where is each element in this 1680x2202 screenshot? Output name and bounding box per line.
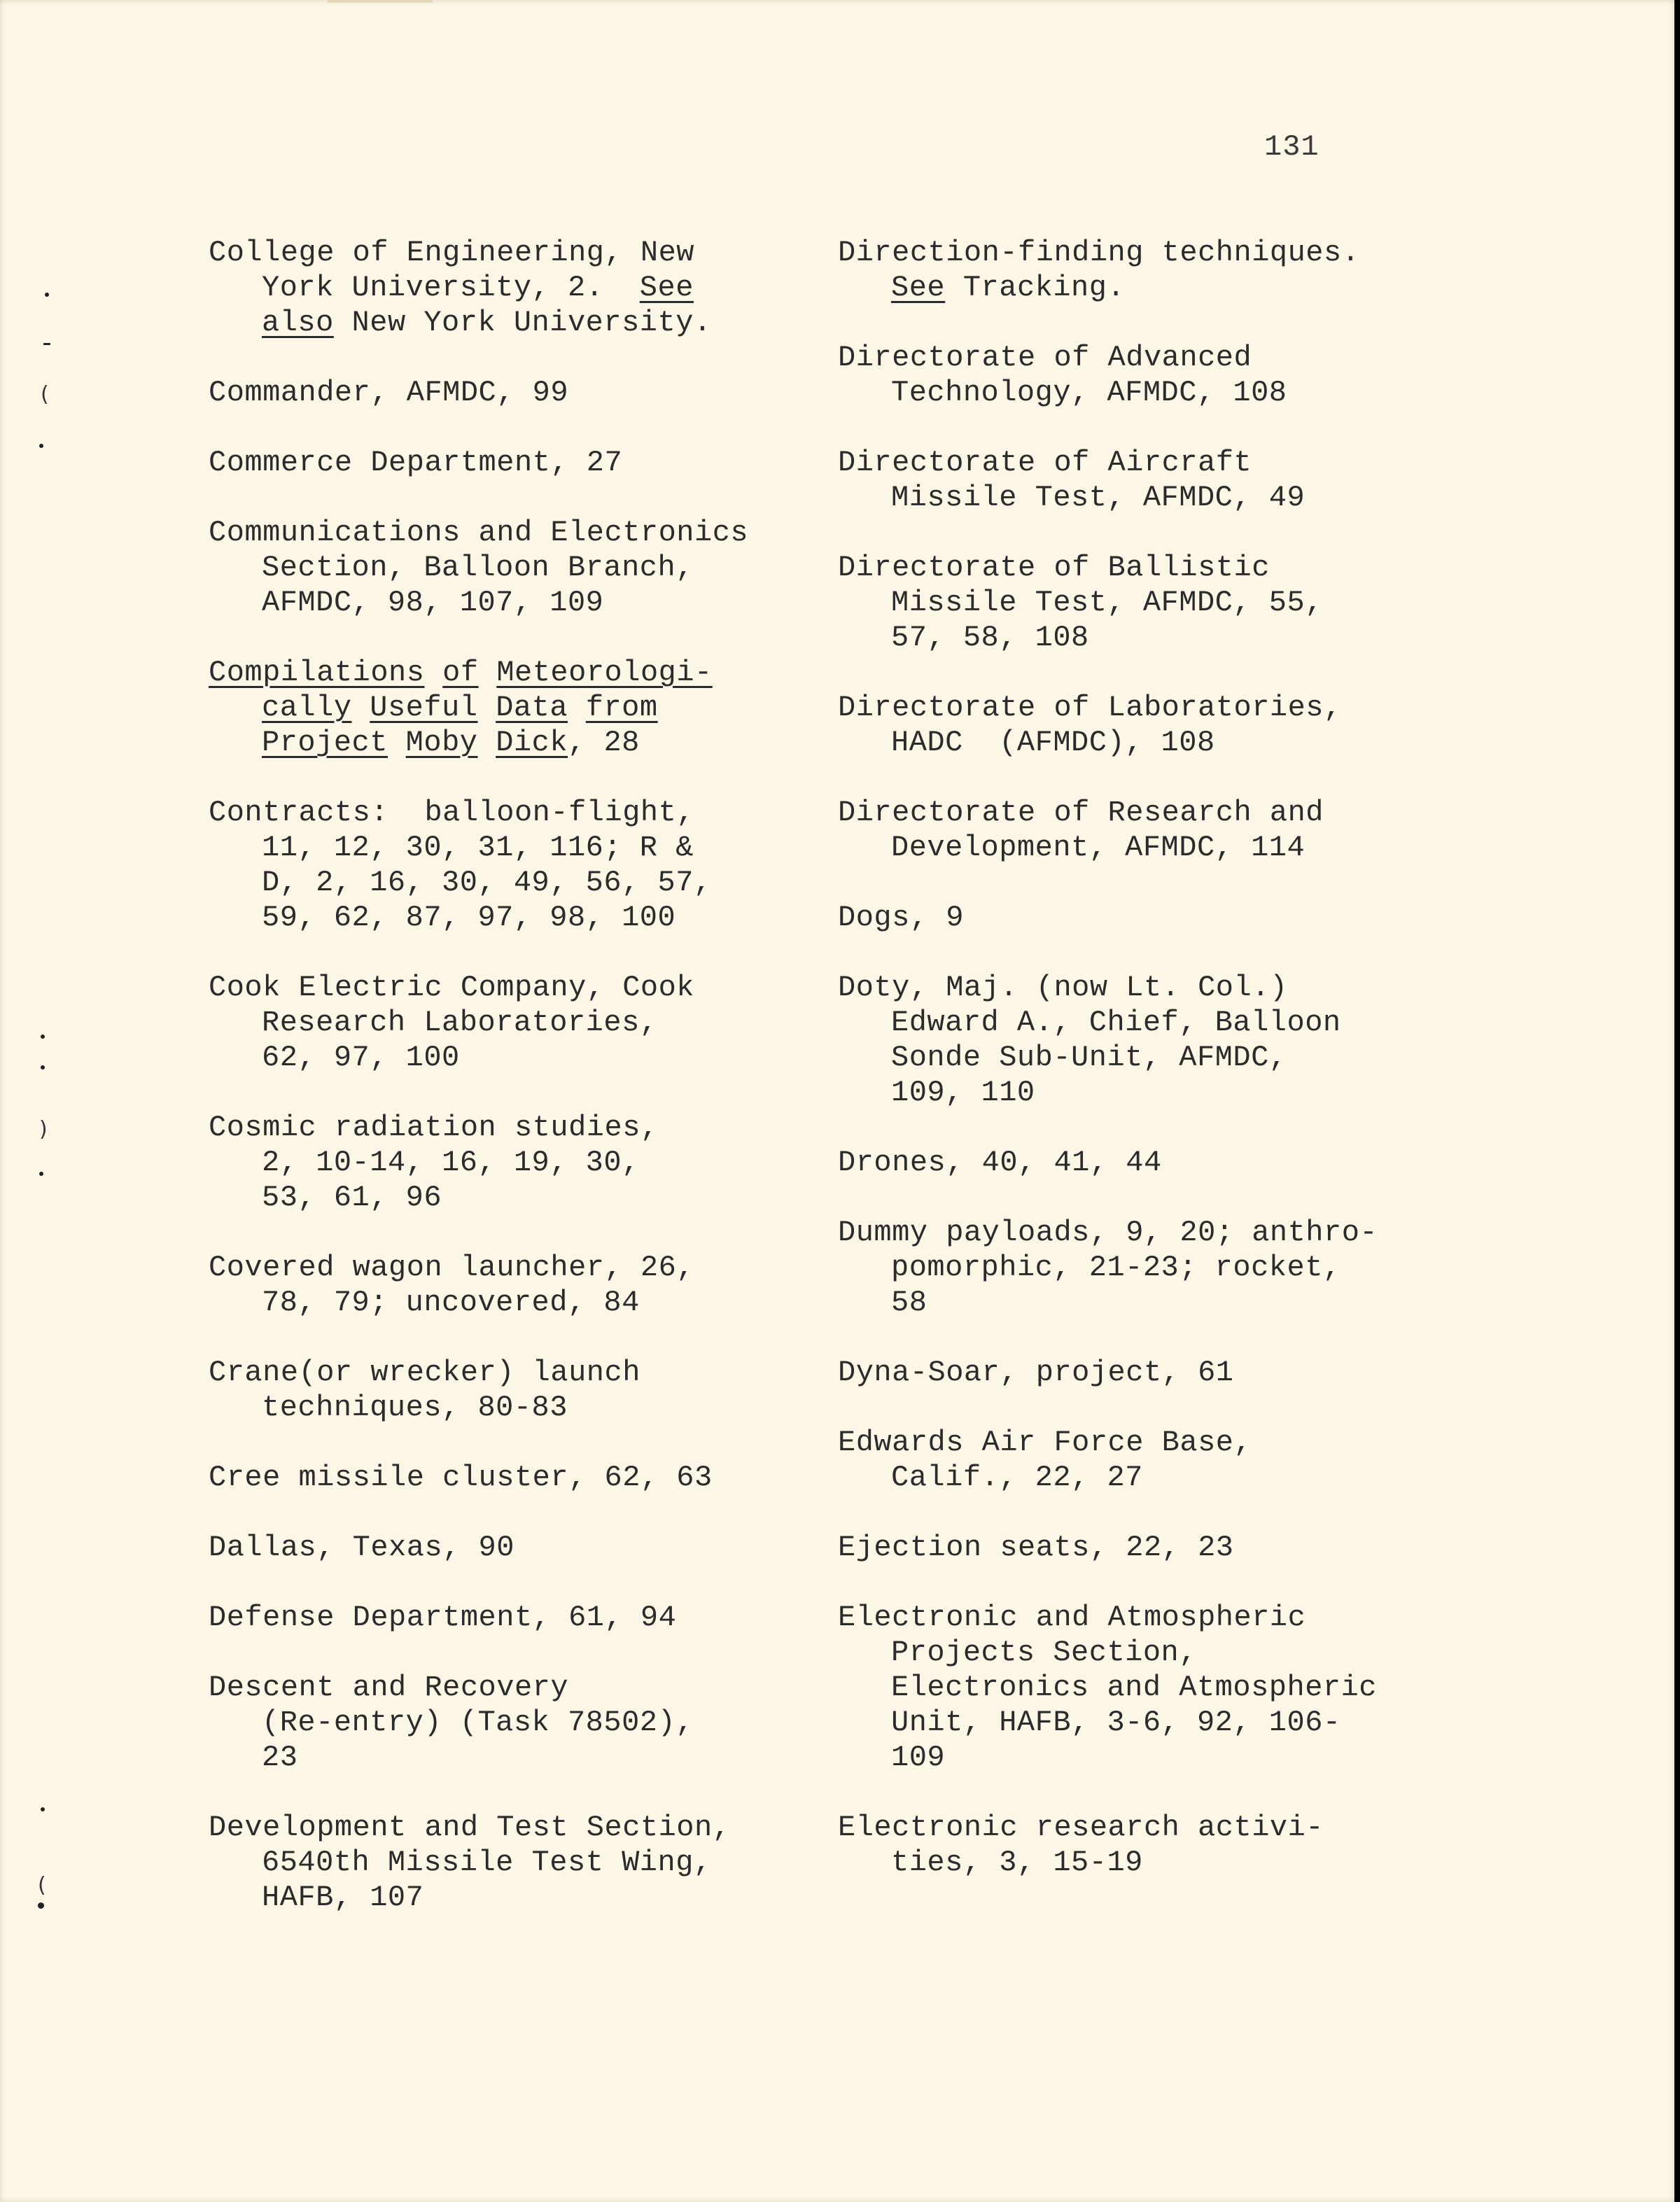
index-entry-continuation-line: [209, 1005, 694, 1040]
entry-text: 58: [891, 1286, 927, 1319]
index-entry-continuation-line: [838, 830, 1324, 865]
entry-text: Directorate of Research and: [838, 796, 1324, 829]
entry-text: Technology, AFMDC, 108: [891, 376, 1287, 409]
index-entry-heading-line: [209, 375, 568, 410]
entry-text: College of Engineering, New: [209, 236, 695, 269]
index-entry-continuation-line: [209, 1880, 730, 1915]
index-entry: [209, 515, 748, 620]
index-entry: [838, 445, 1305, 515]
index-entry-heading-line: [209, 655, 713, 690]
index-entry-heading-line: [209, 1600, 676, 1635]
entry-text: Drones, 40, 41, 44: [838, 1146, 1162, 1179]
index-entry: [838, 1600, 1377, 1775]
page-number: 131: [1264, 130, 1320, 164]
margin-dot: [39, 444, 43, 448]
margin-paren-mark: ): [39, 1117, 48, 1142]
entry-text: [352, 691, 370, 724]
entry-text: Edwards Air Force Base,: [838, 1426, 1252, 1459]
index-entry: [838, 1530, 1234, 1565]
entry-text: Communications and Electronics: [209, 516, 749, 549]
margin-dot: [41, 1807, 45, 1811]
entry-text: Cree missile cluster, 62, 63: [209, 1461, 713, 1494]
index-entry-heading-line: [209, 1810, 730, 1845]
entry-text: Dyna-Soar, project, 61: [838, 1356, 1234, 1389]
entry-text: 6540th Missile Test Wing,: [262, 1846, 712, 1879]
entry-text: Doty, Maj. (now Lt. Col.): [838, 971, 1288, 1004]
index-entry-heading-line: [209, 1355, 640, 1390]
index-entry-heading-line: [838, 1425, 1252, 1460]
index-entry-continuation-line: [209, 865, 712, 900]
index-entry-heading-line: [209, 515, 748, 550]
entry-text: [568, 691, 586, 724]
margin-dash: [43, 343, 50, 345]
index-entry: [838, 1215, 1378, 1320]
index-entry-heading-line: [838, 550, 1323, 585]
entry-text: 2, 10-14, 16, 19, 30,: [262, 1146, 640, 1179]
entry-text: 59, 62, 87, 97, 98, 100: [262, 901, 676, 934]
index-entry: [838, 900, 964, 935]
index-entry: [838, 1145, 1162, 1180]
entry-text: Direction-finding techniques.: [838, 236, 1360, 269]
entry-text: Ejection seats, 22, 23: [838, 1531, 1234, 1564]
index-entry-continuation-line: [209, 1040, 694, 1075]
underlined-text: Dick: [496, 726, 568, 759]
index-entry-continuation-line: [209, 305, 712, 340]
index-entry-continuation-line: [209, 585, 748, 620]
index-entry: [209, 1460, 713, 1495]
index-entry-heading-line: [209, 1110, 659, 1145]
index-entry-continuation-line: [838, 375, 1287, 410]
index-entry: [838, 1425, 1252, 1495]
index-entry-heading-line: [838, 235, 1359, 270]
entry-text: New York University.: [333, 306, 712, 339]
index-entry-continuation-line: [209, 1145, 659, 1180]
entry-text: Crane(or wrecker) launch: [209, 1356, 640, 1389]
index-entry-continuation-line: [838, 1635, 1377, 1670]
index-entry-heading-line: [209, 235, 712, 270]
entry-text: Dummy payloads, 9, 20; anthro-: [838, 1216, 1378, 1249]
index-entry-continuation-line: [838, 1845, 1324, 1880]
index-entry: [209, 445, 622, 480]
entry-text: D, 2, 16, 30, 49, 56, 57,: [262, 866, 712, 899]
entry-text: Directorate of Aircraft: [838, 446, 1252, 479]
entry-text: Cook Electric Company, Cook: [209, 971, 695, 1004]
entry-text: 57, 58, 108: [891, 621, 1089, 654]
index-entry-continuation-line: [838, 1670, 1377, 1705]
entry-text: Unit, HAFB, 3-6, 92, 106-: [891, 1706, 1341, 1739]
index-entry: [209, 1355, 640, 1425]
index-entry: [209, 970, 694, 1075]
entry-text: Sonde Sub-Unit, AFMDC,: [891, 1041, 1287, 1074]
entry-text: Electronic and Atmospheric: [838, 1601, 1306, 1634]
entry-text: Projects Section,: [891, 1636, 1197, 1669]
index-entry-continuation-line: [209, 900, 712, 935]
index-entry-heading-line: [838, 795, 1324, 830]
entry-text: 53, 61, 96: [262, 1181, 442, 1214]
index-entry: [209, 1670, 694, 1775]
entry-text: Cosmic radiation studies,: [209, 1111, 659, 1144]
entry-text: Dogs, 9: [838, 901, 964, 934]
index-entry-continuation-line: [209, 690, 713, 725]
margin-paren-mark: (: [41, 382, 49, 407]
entry-text: Research Laboratories,: [262, 1006, 658, 1039]
margin-dot: [39, 1172, 43, 1176]
entry-text: Directorate of Ballistic: [838, 551, 1270, 584]
index-entry-heading-line: [838, 1530, 1234, 1565]
index-entry-continuation-line: [838, 480, 1305, 515]
entry-text: [424, 656, 442, 689]
index-entry-continuation-line: [838, 585, 1323, 620]
entry-text: AFMDC, 98, 107, 109: [262, 586, 604, 619]
entry-text: Covered wagon launcher, 26,: [209, 1251, 695, 1284]
index-entry-heading-line: [209, 970, 694, 1005]
index-entry-heading-line: [838, 1215, 1378, 1250]
underlined-text: cally: [262, 691, 352, 724]
entry-text: Directorate of Laboratories,: [838, 691, 1342, 724]
entry-text: York University, 2.: [262, 271, 640, 304]
index-entry: [209, 1110, 659, 1215]
index-entry-continuation-line: [209, 830, 712, 865]
entry-text: HAFB, 107: [262, 1881, 424, 1914]
entry-text: (Re-entry) (Task 78502),: [262, 1706, 694, 1739]
entry-text: Tracking.: [945, 271, 1126, 304]
index-entry-continuation-line: [209, 1180, 659, 1215]
index-entry: [838, 970, 1341, 1110]
index-entry: [838, 795, 1324, 865]
index-entry: [209, 1810, 730, 1915]
index-entry: [838, 1810, 1324, 1880]
index-entry: [209, 655, 713, 760]
entry-text: [388, 726, 406, 759]
entry-text: Commerce Department, 27: [209, 446, 623, 479]
index-entry: [209, 235, 712, 340]
margin-paren-mark: (: [38, 1873, 46, 1898]
index-entry-heading-line: [838, 970, 1341, 1005]
entry-text: ties, 3, 15-19: [891, 1846, 1143, 1879]
index-entry-continuation-line: [838, 1040, 1341, 1075]
index-entry-heading-line: [838, 900, 964, 935]
underlined-text: also: [262, 306, 334, 339]
margin-dot: [41, 1065, 45, 1070]
entry-text: pomorphic, 21-23; rocket,: [891, 1251, 1341, 1284]
index-entry: [209, 1600, 676, 1635]
index-entry-heading-line: [209, 795, 712, 830]
index-entry-continuation-line: [838, 725, 1342, 760]
index-entry-heading-line: [838, 690, 1342, 725]
underlined-text: See: [891, 271, 946, 304]
margin-dot: [41, 1035, 45, 1039]
entry-text: Missile Test, AFMDC, 49: [891, 481, 1306, 514]
entry-text: Development, AFMDC, 114: [891, 831, 1306, 864]
index-entry-continuation-line: [209, 1845, 730, 1880]
entry-text: Electronics and Atmospheric: [891, 1671, 1378, 1704]
index-entry-continuation-line: [209, 550, 748, 585]
underlined-text: Project: [262, 726, 388, 759]
entry-text: Calif., 22, 27: [891, 1461, 1143, 1494]
index-entry: [838, 340, 1287, 410]
index-entry-heading-line: [209, 1670, 694, 1705]
underlined-text: Data: [496, 691, 568, 724]
underlined-text: Useful: [370, 691, 478, 724]
index-entry-continuation-line: [209, 1390, 640, 1425]
index-entry: [209, 1250, 694, 1320]
index-entry-continuation-line: [838, 1075, 1341, 1110]
index-entry: [838, 235, 1359, 305]
index-entry-heading-line: [838, 1355, 1234, 1390]
entry-text: Electronic research activi-: [838, 1811, 1324, 1844]
index-entry-continuation-line: [209, 1285, 694, 1320]
index-entry-heading-line: [838, 1145, 1162, 1180]
index-entry-continuation-line: [838, 270, 1359, 305]
index-entry: [838, 550, 1323, 655]
paper-edge-mark: [328, 0, 433, 3]
index-entry-continuation-line: [838, 1740, 1377, 1775]
entry-text: Commander, AFMDC, 99: [209, 376, 569, 409]
index-entry: [838, 1355, 1234, 1390]
entry-text: Contracts: balloon-flight,: [209, 796, 695, 829]
index-entry: [209, 1530, 514, 1565]
underlined-text: Meteorologi-: [496, 656, 713, 689]
entry-text: Defense Department, 61, 94: [209, 1601, 677, 1634]
entry-text: HADC (AFMDC), 108: [891, 726, 1215, 759]
entry-text: [477, 691, 496, 724]
entry-text: , 28: [568, 726, 640, 759]
index-entry-continuation-line: [209, 1740, 694, 1775]
margin-dot: [38, 1902, 44, 1909]
index-entry-continuation-line: [838, 1250, 1378, 1285]
entry-text: Edward A., Chief, Balloon: [891, 1006, 1341, 1039]
index-entry-continuation-line: [838, 1285, 1378, 1320]
entry-text: [479, 656, 497, 689]
entry-text: Development and Test Section,: [209, 1811, 731, 1844]
entry-text: [477, 726, 496, 759]
index-entry-heading-line: [209, 1460, 713, 1495]
entry-text: 23: [262, 1741, 298, 1774]
index-entry-continuation-line: [838, 1460, 1252, 1495]
margin-dot: [45, 293, 49, 297]
entry-text: 11, 12, 30, 31, 116; R &: [262, 831, 694, 864]
entry-text: Missile Test, AFMDC, 55,: [891, 586, 1323, 619]
index-entry: [209, 795, 712, 935]
underlined-text: of: [442, 656, 479, 689]
index-entry-heading-line: [838, 340, 1287, 375]
underlined-text: See: [639, 271, 694, 304]
index-entry: [209, 375, 568, 410]
index-entry-continuation-line: [209, 1705, 694, 1740]
underlined-text: Moby: [405, 726, 478, 759]
underlined-text: from: [585, 691, 658, 724]
index-entry-heading-line: [209, 1530, 514, 1565]
index-entry-continuation-line: [209, 270, 712, 305]
index-entry-heading-line: [838, 1810, 1324, 1845]
entry-text: Directorate of Advanced: [838, 341, 1252, 374]
underlined-text: Compilations: [209, 656, 425, 689]
entry-text: 109, 110: [891, 1076, 1035, 1109]
index-entry-heading-line: [838, 445, 1305, 480]
index-entry-heading-line: [838, 1600, 1377, 1635]
entry-text: 78, 79; uncovered, 84: [262, 1286, 640, 1319]
entry-text: 109: [891, 1741, 946, 1774]
index-entry-heading-line: [209, 1250, 694, 1285]
index-entry-continuation-line: [838, 620, 1323, 655]
index-entry: [838, 690, 1342, 760]
index-entry-heading-line: [209, 445, 622, 480]
entry-text: techniques, 80-83: [262, 1391, 568, 1424]
index-entry-continuation-line: [838, 1005, 1341, 1040]
entry-text: Descent and Recovery: [209, 1671, 569, 1704]
entry-text: Dallas, Texas, 90: [209, 1531, 514, 1564]
entry-text: 62, 97, 100: [262, 1041, 460, 1074]
index-entry-continuation-line: [209, 725, 713, 760]
index-entry-continuation-line: [838, 1705, 1377, 1740]
entry-text: Section, Balloon Branch,: [262, 551, 694, 584]
